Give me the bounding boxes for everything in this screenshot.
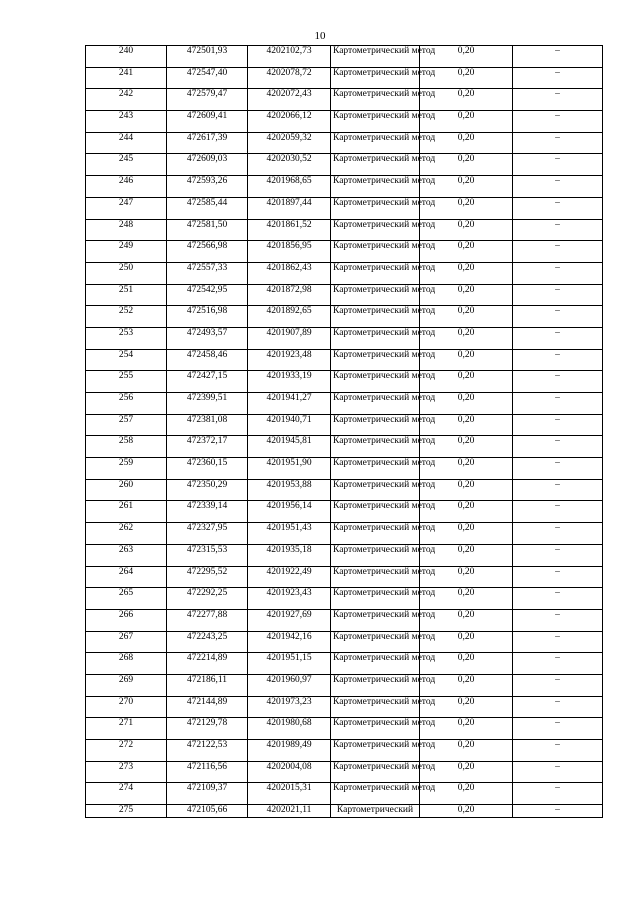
- point-number-cell: 268: [86, 653, 167, 675]
- x-coordinate-cell: 472339,14: [167, 501, 248, 523]
- description-cell: –: [513, 436, 603, 458]
- accuracy-cell: 0,20: [420, 327, 513, 349]
- table-row: [86, 371, 603, 393]
- description-cell: –: [513, 523, 603, 545]
- accuracy-cell: 0,20: [420, 284, 513, 306]
- x-coordinate-cell: 472579,47: [167, 89, 248, 111]
- table-row: [86, 436, 603, 458]
- point-number-cell: 267: [86, 631, 167, 653]
- method-cell: Картометрический метод: [331, 588, 420, 610]
- description-cell: –: [513, 284, 603, 306]
- point-number-cell: 265: [86, 588, 167, 610]
- point-number-cell: 258: [86, 436, 167, 458]
- point-number-cell: 256: [86, 393, 167, 415]
- y-coordinate-cell: 4202021,11: [248, 805, 331, 818]
- table-row: [86, 241, 603, 263]
- point-number-cell: 269: [86, 674, 167, 696]
- accuracy-cell: 0,20: [420, 609, 513, 631]
- accuracy-cell: 0,20: [420, 219, 513, 241]
- description-cell: –: [513, 740, 603, 762]
- description-cell: –: [513, 718, 603, 740]
- table-row: [86, 393, 603, 415]
- point-number-cell: 247: [86, 197, 167, 219]
- point-number-cell: 252: [86, 306, 167, 328]
- point-number-cell: 246: [86, 176, 167, 198]
- point-number-cell: 253: [86, 327, 167, 349]
- x-coordinate-cell: 472493,57: [167, 327, 248, 349]
- table-row: [86, 631, 603, 653]
- method-cell: Картометрический метод: [331, 609, 420, 631]
- point-number-cell: 261: [86, 501, 167, 523]
- accuracy-cell: 0,20: [420, 718, 513, 740]
- description-cell: –: [513, 544, 603, 566]
- x-coordinate-cell: 472458,46: [167, 349, 248, 371]
- x-coordinate-cell: 472547,40: [167, 67, 248, 89]
- point-number-cell: 243: [86, 111, 167, 133]
- point-number-cell: 260: [86, 479, 167, 501]
- x-coordinate-cell: 472593,26: [167, 176, 248, 198]
- x-coordinate-cell: 472243,25: [167, 631, 248, 653]
- y-coordinate-cell: 4202030,52: [248, 154, 331, 176]
- y-coordinate-cell: 4201861,52: [248, 219, 331, 241]
- description-cell: –: [513, 67, 603, 89]
- coordinates-table-body: [86, 46, 603, 818]
- accuracy-cell: 0,20: [420, 306, 513, 328]
- method-cell: Картометрический метод: [331, 327, 420, 349]
- x-coordinate-cell: 472585,44: [167, 197, 248, 219]
- method-cell: Картометрический метод: [331, 111, 420, 133]
- description-cell: –: [513, 501, 603, 523]
- description-cell: –: [513, 197, 603, 219]
- method-cell: Картометрический метод: [331, 262, 420, 284]
- accuracy-cell: 0,20: [420, 111, 513, 133]
- x-coordinate-cell: 472360,15: [167, 458, 248, 480]
- table-row: [86, 349, 603, 371]
- x-coordinate-cell: 472327,95: [167, 523, 248, 545]
- method-cell: Картометрический метод: [331, 306, 420, 328]
- accuracy-cell: 0,20: [420, 740, 513, 762]
- method-cell: Картометрический метод: [331, 674, 420, 696]
- y-coordinate-cell: 4201862,43: [248, 262, 331, 284]
- method-cell: Картометрический метод: [331, 479, 420, 501]
- point-number-cell: 250: [86, 262, 167, 284]
- y-coordinate-cell: 4201989,49: [248, 740, 331, 762]
- x-coordinate-cell: 472214,89: [167, 653, 248, 675]
- y-coordinate-cell: 4201942,16: [248, 631, 331, 653]
- y-coordinate-cell: 4201940,71: [248, 414, 331, 436]
- accuracy-cell: 0,20: [420, 458, 513, 480]
- x-coordinate-cell: 472617,39: [167, 132, 248, 154]
- description-cell: –: [513, 674, 603, 696]
- point-number-cell: 264: [86, 566, 167, 588]
- accuracy-cell: 0,20: [420, 544, 513, 566]
- table-row: [86, 805, 603, 818]
- method-cell: Картометрический метод: [331, 46, 420, 68]
- x-coordinate-cell: 472609,03: [167, 154, 248, 176]
- x-coordinate-cell: 472144,89: [167, 696, 248, 718]
- point-number-cell: 270: [86, 696, 167, 718]
- method-cell: Картометрический метод: [331, 154, 420, 176]
- point-number-cell: 249: [86, 241, 167, 263]
- x-coordinate-cell: 472350,29: [167, 479, 248, 501]
- table-row: [86, 458, 603, 480]
- point-number-cell: 254: [86, 349, 167, 371]
- accuracy-cell: 0,20: [420, 197, 513, 219]
- description-cell: –: [513, 241, 603, 263]
- point-number-cell: 271: [86, 718, 167, 740]
- method-cell: Картометрический метод: [331, 523, 420, 545]
- accuracy-cell: 0,20: [420, 653, 513, 675]
- table-row: [86, 609, 603, 631]
- method-cell: Картометрический метод: [331, 89, 420, 111]
- accuracy-cell: 0,20: [420, 414, 513, 436]
- y-coordinate-cell: 4201923,43: [248, 588, 331, 610]
- method-cell: Картометрический метод: [331, 544, 420, 566]
- table-row: [86, 718, 603, 740]
- x-coordinate-cell: 472129,78: [167, 718, 248, 740]
- y-coordinate-cell: 4201951,15: [248, 653, 331, 675]
- y-coordinate-cell: 4201953,88: [248, 479, 331, 501]
- table-row: [86, 327, 603, 349]
- accuracy-cell: 0,20: [420, 631, 513, 653]
- accuracy-cell: 0,20: [420, 696, 513, 718]
- description-cell: –: [513, 89, 603, 111]
- y-coordinate-cell: 4201856,95: [248, 241, 331, 263]
- y-coordinate-cell: 4201951,90: [248, 458, 331, 480]
- accuracy-cell: 0,20: [420, 176, 513, 198]
- accuracy-cell: 0,20: [420, 501, 513, 523]
- description-cell: –: [513, 783, 603, 805]
- y-coordinate-cell: 4202072,43: [248, 89, 331, 111]
- table-row: [86, 306, 603, 328]
- y-coordinate-cell: 4202066,12: [248, 111, 331, 133]
- y-coordinate-cell: 4201951,43: [248, 523, 331, 545]
- method-cell: Картометрический метод: [331, 783, 420, 805]
- description-cell: –: [513, 479, 603, 501]
- description-cell: –: [513, 414, 603, 436]
- point-number-cell: 262: [86, 523, 167, 545]
- method-cell: Картометрический метод: [331, 241, 420, 263]
- description-cell: –: [513, 306, 603, 328]
- y-coordinate-cell: 4201945,81: [248, 436, 331, 458]
- table-row: [86, 197, 603, 219]
- description-cell: –: [513, 761, 603, 783]
- table-row: [86, 176, 603, 198]
- y-coordinate-cell: 4201892,65: [248, 306, 331, 328]
- point-number-cell: 244: [86, 132, 167, 154]
- table-row: [86, 653, 603, 675]
- x-coordinate-cell: 472295,52: [167, 566, 248, 588]
- point-number-cell: 245: [86, 154, 167, 176]
- accuracy-cell: 0,20: [420, 154, 513, 176]
- table-row: [86, 132, 603, 154]
- table-row: [86, 479, 603, 501]
- y-coordinate-cell: 4202078,72: [248, 67, 331, 89]
- description-cell: –: [513, 696, 603, 718]
- x-coordinate-cell: 472186,11: [167, 674, 248, 696]
- y-coordinate-cell: 4201956,14: [248, 501, 331, 523]
- method-cell: Картометрический метод: [331, 371, 420, 393]
- table-row: [86, 414, 603, 436]
- method-cell: Картометрический метод: [331, 566, 420, 588]
- table-row: [86, 544, 603, 566]
- method-cell: Картометрический метод: [331, 284, 420, 306]
- method-cell: Картометрический: [331, 805, 420, 818]
- x-coordinate-cell: 472399,51: [167, 393, 248, 415]
- x-coordinate-cell: 472292,25: [167, 588, 248, 610]
- description-cell: –: [513, 176, 603, 198]
- point-number-cell: 275: [86, 805, 167, 818]
- point-number-cell: 272: [86, 740, 167, 762]
- x-coordinate-cell: 472557,33: [167, 262, 248, 284]
- accuracy-cell: 0,20: [420, 588, 513, 610]
- point-number-cell: 257: [86, 414, 167, 436]
- accuracy-cell: 0,20: [420, 805, 513, 818]
- description-cell: –: [513, 458, 603, 480]
- table-row: [86, 262, 603, 284]
- method-cell: Картометрический метод: [331, 653, 420, 675]
- accuracy-cell: 0,20: [420, 46, 513, 68]
- method-cell: Картометрический метод: [331, 740, 420, 762]
- description-cell: –: [513, 566, 603, 588]
- table-row: [86, 501, 603, 523]
- description-cell: –: [513, 349, 603, 371]
- method-cell: Картометрический метод: [331, 501, 420, 523]
- table-row: [86, 696, 603, 718]
- y-coordinate-cell: 4201923,48: [248, 349, 331, 371]
- x-coordinate-cell: 472542,95: [167, 284, 248, 306]
- method-cell: Картометрический метод: [331, 132, 420, 154]
- x-coordinate-cell: 472427,15: [167, 371, 248, 393]
- x-coordinate-cell: 472109,37: [167, 783, 248, 805]
- accuracy-cell: 0,20: [420, 783, 513, 805]
- accuracy-cell: 0,20: [420, 262, 513, 284]
- y-coordinate-cell: 4202059,32: [248, 132, 331, 154]
- accuracy-cell: 0,20: [420, 67, 513, 89]
- method-cell: Картометрический метод: [331, 197, 420, 219]
- x-coordinate-cell: 472381,08: [167, 414, 248, 436]
- y-coordinate-cell: 4201973,23: [248, 696, 331, 718]
- method-cell: Картометрический метод: [331, 696, 420, 718]
- y-coordinate-cell: 4201968,65: [248, 176, 331, 198]
- y-coordinate-cell: 4201941,27: [248, 393, 331, 415]
- description-cell: –: [513, 588, 603, 610]
- table-row: [86, 154, 603, 176]
- method-cell: Картометрический метод: [331, 67, 420, 89]
- method-cell: Картометрический метод: [331, 393, 420, 415]
- accuracy-cell: 0,20: [420, 349, 513, 371]
- accuracy-cell: 0,20: [420, 674, 513, 696]
- table-row: [86, 523, 603, 545]
- y-coordinate-cell: 4201927,69: [248, 609, 331, 631]
- method-cell: Картометрический метод: [331, 349, 420, 371]
- table-row: [86, 284, 603, 306]
- method-cell: Картометрический метод: [331, 436, 420, 458]
- method-cell: Картометрический метод: [331, 458, 420, 480]
- point-number-cell: 259: [86, 458, 167, 480]
- table-row: [86, 588, 603, 610]
- table-row: [86, 67, 603, 89]
- description-cell: –: [513, 132, 603, 154]
- table-row: [86, 761, 603, 783]
- description-cell: –: [513, 327, 603, 349]
- point-number-cell: 241: [86, 67, 167, 89]
- y-coordinate-cell: 4201922,49: [248, 566, 331, 588]
- method-cell: Картометрический метод: [331, 718, 420, 740]
- method-cell: Картометрический метод: [331, 631, 420, 653]
- table-row: [86, 89, 603, 111]
- y-coordinate-cell: 4201897,44: [248, 197, 331, 219]
- y-coordinate-cell: 4201935,18: [248, 544, 331, 566]
- method-cell: Картометрический метод: [331, 219, 420, 241]
- accuracy-cell: 0,20: [420, 371, 513, 393]
- description-cell: –: [513, 46, 603, 68]
- description-cell: –: [513, 219, 603, 241]
- page-number: 10: [314, 30, 326, 42]
- table-row: [86, 111, 603, 133]
- point-number-cell: 248: [86, 219, 167, 241]
- accuracy-cell: 0,20: [420, 393, 513, 415]
- y-coordinate-cell: 4202015,31: [248, 783, 331, 805]
- description-cell: –: [513, 609, 603, 631]
- description-cell: –: [513, 393, 603, 415]
- accuracy-cell: 0,20: [420, 241, 513, 263]
- accuracy-cell: 0,20: [420, 132, 513, 154]
- table-row: [86, 740, 603, 762]
- table-row: [86, 674, 603, 696]
- y-coordinate-cell: 4202102,73: [248, 46, 331, 68]
- description-cell: –: [513, 371, 603, 393]
- table-row: [86, 46, 603, 68]
- x-coordinate-cell: 472122,53: [167, 740, 248, 762]
- x-coordinate-cell: 472372,17: [167, 436, 248, 458]
- point-number-cell: 240: [86, 46, 167, 68]
- x-coordinate-cell: 472501,93: [167, 46, 248, 68]
- accuracy-cell: 0,20: [420, 523, 513, 545]
- description-cell: –: [513, 111, 603, 133]
- y-coordinate-cell: 4201872,98: [248, 284, 331, 306]
- accuracy-cell: 0,20: [420, 89, 513, 111]
- point-number-cell: 251: [86, 284, 167, 306]
- description-cell: –: [513, 262, 603, 284]
- x-coordinate-cell: 472566,98: [167, 241, 248, 263]
- x-coordinate-cell: 472581,50: [167, 219, 248, 241]
- point-number-cell: 242: [86, 89, 167, 111]
- point-number-cell: 274: [86, 783, 167, 805]
- point-number-cell: 273: [86, 761, 167, 783]
- accuracy-cell: 0,20: [420, 566, 513, 588]
- y-coordinate-cell: 4201980,68: [248, 718, 331, 740]
- point-number-cell: 263: [86, 544, 167, 566]
- x-coordinate-cell: 472609,41: [167, 111, 248, 133]
- method-cell: Картометрический метод: [331, 414, 420, 436]
- y-coordinate-cell: 4201907,89: [248, 327, 331, 349]
- accuracy-cell: 0,20: [420, 436, 513, 458]
- accuracy-cell: 0,20: [420, 761, 513, 783]
- x-coordinate-cell: 472315,53: [167, 544, 248, 566]
- accuracy-cell: 0,20: [420, 479, 513, 501]
- y-coordinate-cell: 4201960,97: [248, 674, 331, 696]
- table-row: [86, 219, 603, 241]
- description-cell: –: [513, 653, 603, 675]
- table-row: [86, 566, 603, 588]
- x-coordinate-cell: 472116,56: [167, 761, 248, 783]
- x-coordinate-cell: 472516,98: [167, 306, 248, 328]
- description-cell: –: [513, 631, 603, 653]
- x-coordinate-cell: 472105,66: [167, 805, 248, 818]
- x-coordinate-cell: 472277,88: [167, 609, 248, 631]
- y-coordinate-cell: 4201933,19: [248, 371, 331, 393]
- method-cell: Картометрический метод: [331, 176, 420, 198]
- point-number-cell: 255: [86, 371, 167, 393]
- description-cell: –: [513, 805, 603, 818]
- description-cell: –: [513, 154, 603, 176]
- table-row: [86, 783, 603, 805]
- y-coordinate-cell: 4202004,08: [248, 761, 331, 783]
- method-cell: Картометрический метод: [331, 761, 420, 783]
- coordinates-table: [85, 45, 603, 818]
- point-number-cell: 266: [86, 609, 167, 631]
